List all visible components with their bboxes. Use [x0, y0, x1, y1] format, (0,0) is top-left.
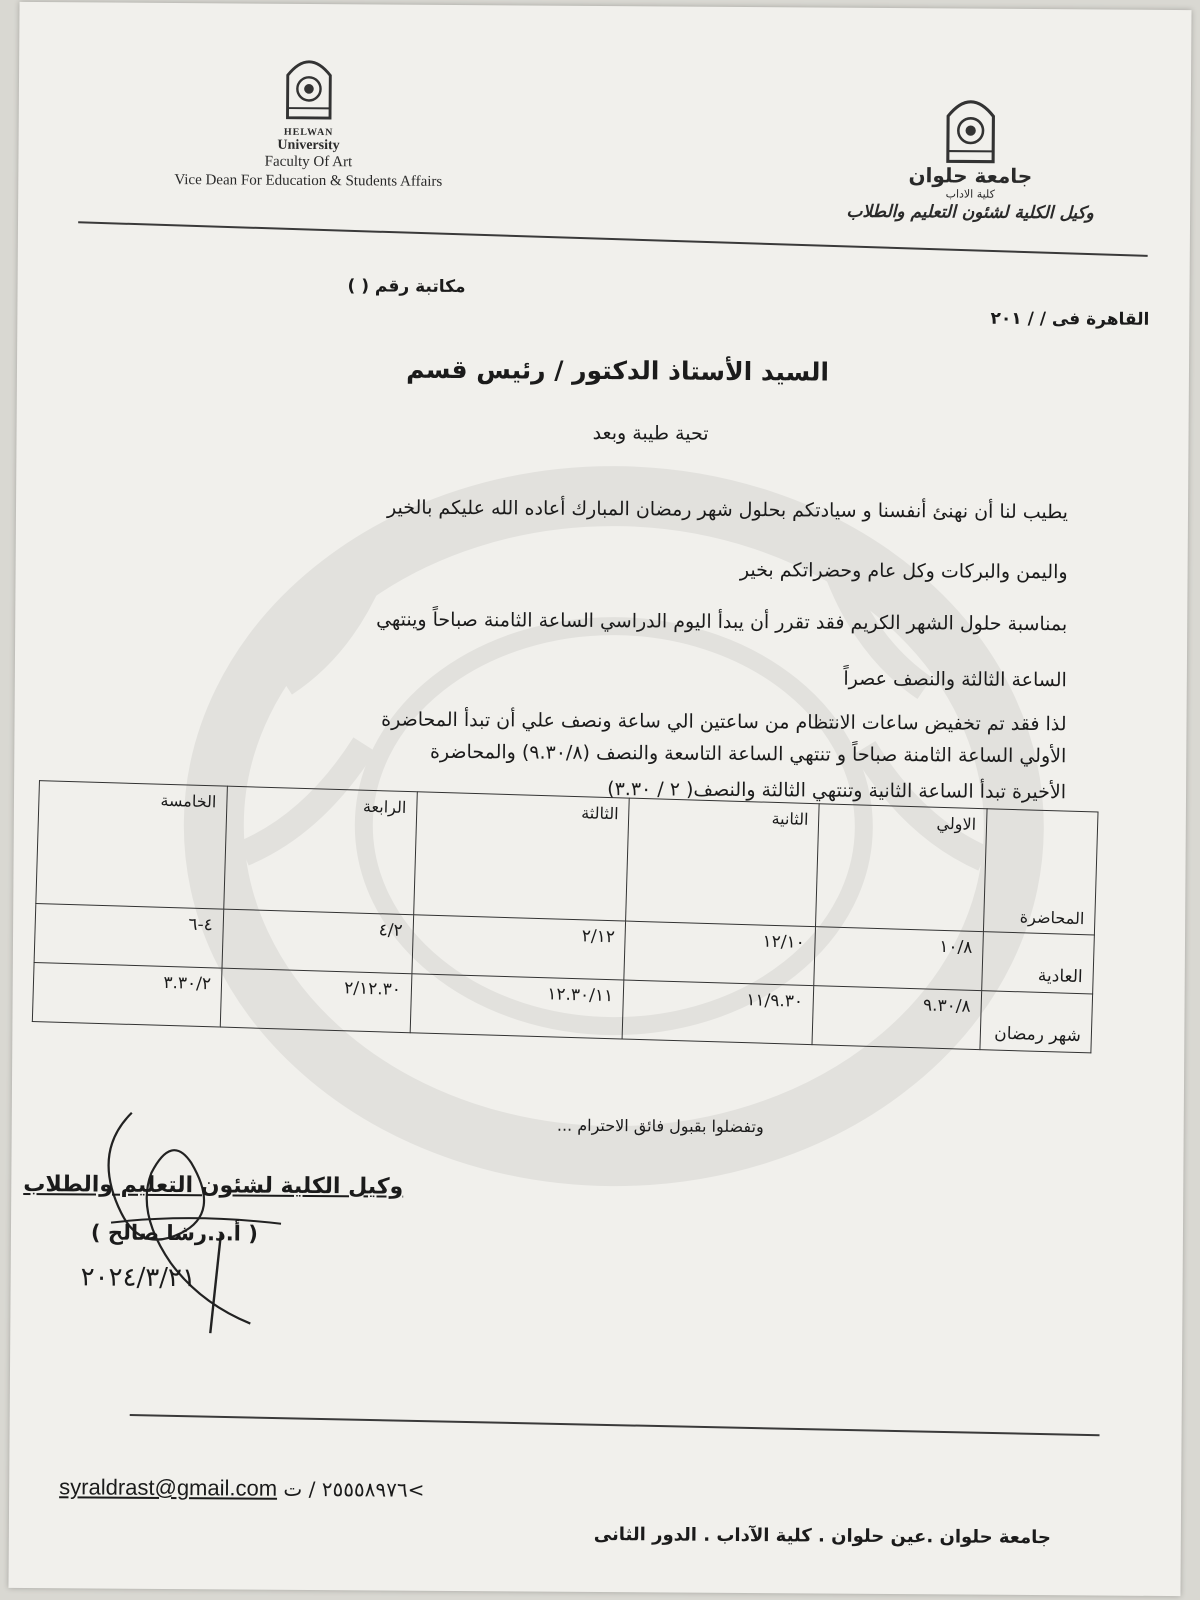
- table-header-label: المحاضرة: [983, 809, 1098, 935]
- addressee: السيد الأستاذ الدكتور / رئيس قسم: [406, 354, 830, 387]
- footer-phone: >٢٥٥٥٨٩٧٦ / ت: [283, 1476, 425, 1502]
- document-page: [8, 2, 1191, 1596]
- university-logo-icon: [280, 54, 338, 120]
- header-en-line3: Faculty Of Art: [264, 153, 353, 171]
- header-en-line2: University: [277, 137, 340, 154]
- header-ar-line3: وكيل الكلية لشئون التعليم والطلاب: [846, 201, 1094, 224]
- table-cell: ٩.٣٠/٨: [812, 986, 981, 1050]
- table-cell: ١١/٩.٣٠: [622, 980, 814, 1045]
- table-column-header: الرابعة: [224, 786, 418, 915]
- body-line: لذا فقد تم تخفيض ساعات الانتظام من ساعتين الي ساعة ونصف علي أن تبدأ المحاضرة: [381, 708, 1067, 736]
- table-cell: ٣.٣٠/٢: [32, 963, 222, 1028]
- footer-divider: [130, 1414, 1100, 1436]
- body-line: يطيب لنا أن نهنئ أنفسنا و سيادتكم بحلول شهر رمضان المبارك أعاده الله عليكم بالخير: [386, 496, 1069, 524]
- table-column-header: الثانية: [626, 798, 820, 927]
- footer-email[interactable]: syraldrast@gmail.com: [59, 1474, 278, 1501]
- signature-date: ٢٠٢٤/٣/٢١: [80, 1262, 197, 1294]
- greeting: تحية طيبة وبعد: [592, 421, 709, 445]
- table-cell: ٢/١٢.٣٠: [220, 968, 412, 1033]
- date-line: القاهرة فى / / ٢٠١: [990, 308, 1150, 330]
- body-line: بمناسبة حلول الشهر الكريم فقد تقرر أن يبدأ اليوم الدراسي الساعة الثامنة صباحاً وينتهي: [376, 608, 1068, 636]
- header-en-line1: HELWAN: [283, 126, 334, 139]
- body-line: واليمن والبركات وكل عام وحضراتكم بخير: [739, 558, 1068, 584]
- header-ar-line1: جامعة حلوان: [908, 163, 1033, 189]
- table-row-label: العادية: [982, 932, 1095, 994]
- body-line: الأولي الساعة الثامنة صباحاً و تنتهي الساعة التاسعة والنصف (٩.٣٠/٨) والمحاضرة: [429, 740, 1067, 768]
- header-arabic: [760, 92, 1181, 224]
- reference-number: مكاتبة رقم ( ): [347, 276, 466, 298]
- body-line: الساعة الثالثة والنصف عصراً: [843, 667, 1067, 692]
- table-column-header: الخامسة: [36, 781, 228, 910]
- header-en-line4: Vice Dean For Education & Students Affairs: [174, 172, 443, 190]
- body-line: الأخيرة تبدأ الساعة الثانية وتنتهي الثالثة والنصف( ٢ / ٣.٣٠): [607, 778, 1067, 804]
- table-cell: ٤/٢: [222, 909, 414, 974]
- table-column-header: الاولي: [816, 804, 987, 932]
- table-cell: ١٠/٨: [814, 927, 983, 991]
- table-row-label: شهر رمضان: [980, 991, 1093, 1053]
- table-cell: ٤-٦: [34, 904, 224, 969]
- table-cell: ١٢.٣٠/١١: [410, 974, 624, 1039]
- closing-line: وتفضلوا بقبول فائق الاحترام ...: [556, 1115, 764, 1137]
- table-cell: ١٢/١٠: [624, 921, 816, 986]
- signatory-title: وكيل الكلية لشئون التعليم والطلاب: [23, 1171, 404, 1200]
- table-cell: ٢/١٢: [412, 915, 626, 980]
- header-ar-line2: كلية الاداب: [945, 187, 995, 201]
- footer-contact: [59, 1474, 424, 1503]
- university-logo-icon: [938, 93, 1002, 163]
- footer-address: جامعة حلوان .عين حلوان . كلية الآداب . الدور الثانى: [593, 1523, 1051, 1549]
- schedule-table: [32, 780, 1099, 1053]
- header-english: [118, 53, 499, 192]
- signatory-name: ( أ.د.رشا صالح ): [90, 1220, 258, 1246]
- header-divider: [78, 221, 1148, 257]
- table-column-header: الثالثة: [414, 792, 630, 921]
- handwritten-signature-icon: [70, 1102, 402, 1334]
